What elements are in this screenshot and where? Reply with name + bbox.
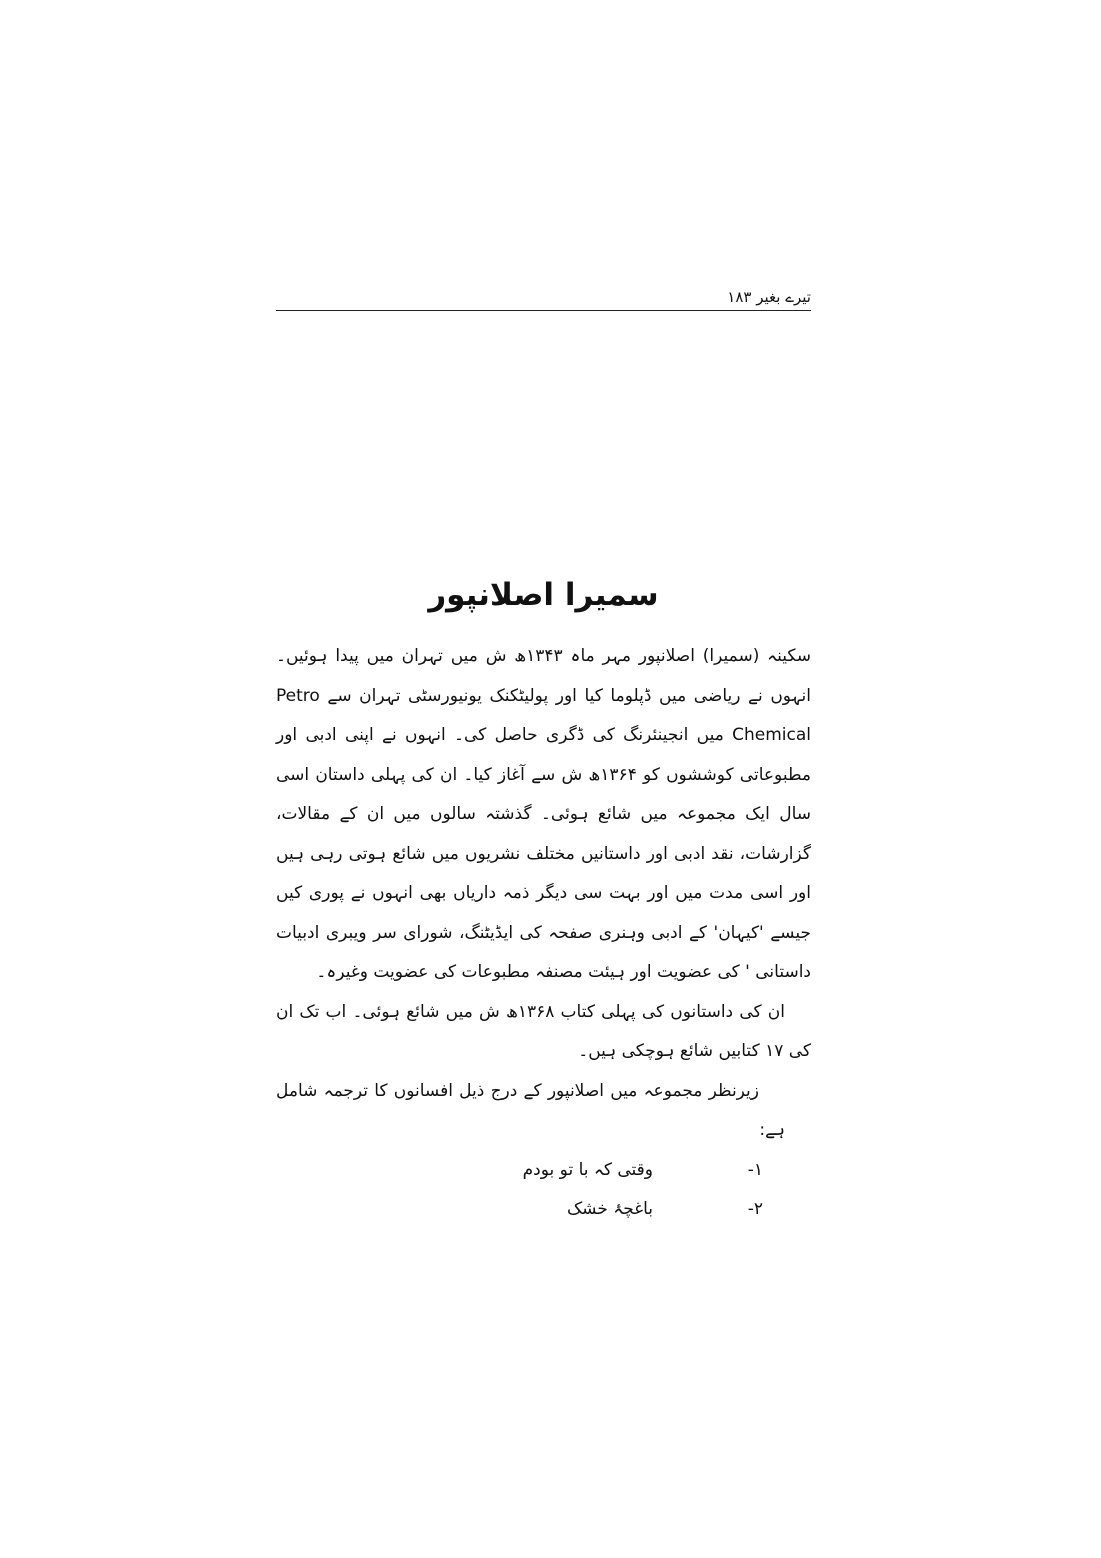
story-number: ۲- [747, 1199, 763, 1219]
story-number: ۱- [747, 1159, 763, 1180]
stories-intro: زیرنظر مجموعہ میں اصلانپور کے درج ذیل افسانوں کا ترجمہ شامل ہے: [276, 1080, 785, 1140]
chapter-title: سمیرا اصلانپور [428, 577, 659, 613]
body-text [276, 637, 811, 1230]
story-title: باغچۂ خشک [566, 1199, 653, 1219]
paragraph-biography: سکینہ (سمیرا) اصلانپور مہر ماہ ۱۳۴۳ھ ش میں تہران میں پیدا ہوئیں۔ انہوں نے ریاضی میں ڈپلوما کیا اور پولیٹکنک یونیورسٹی تہران سے Petro Chemical میں انجینئرنگ کی ڈگری حاصل کی۔ انہوں نے اپنی ادبی اور مطبوعاتی کوششوں کو ۱۳۶۴ھ ش سے آغاز کیا۔ ان کی پہلی داستان اسی سال ایک مجموعہ میں شائع ہوئی۔ گذشتہ سالوں میں ان کے مقالات، گزارشات، نقد ادبی اور داستانیں مختلف نشریوں میں شائع ہوتی رہی ہیں اور اسی مدت میں اور بہت سی دیگر ذمہ داریاں بھی انہوں نے پوری کیں جیسے 'کیہان' کے ادبی وہنری صفحہ کی ایڈیٹنگ، شورای سر ویبری ادبیات داستانی ' کی عضویت اور ہیئت مصنفہ مطبوعات کی عضویت وغیرہ۔ [276, 646, 811, 982]
header-rule [276, 310, 811, 311]
running-head: تیرے بغیر ۱۸۳ [727, 288, 811, 306]
story-title: وقتی کہ با تو بودم [522, 1159, 653, 1180]
paragraph-books: ان کی داستانوں کی پہلی کتاب ۱۳۶۸ھ ش میں شائع ہوئی۔ اب تک ان کی ۱۷ کتابیں شائع ہوچکی ہیں۔ [276, 1001, 811, 1061]
list-item [276, 1151, 811, 1191]
stories-list [276, 1151, 811, 1230]
list-item [276, 1190, 811, 1230]
